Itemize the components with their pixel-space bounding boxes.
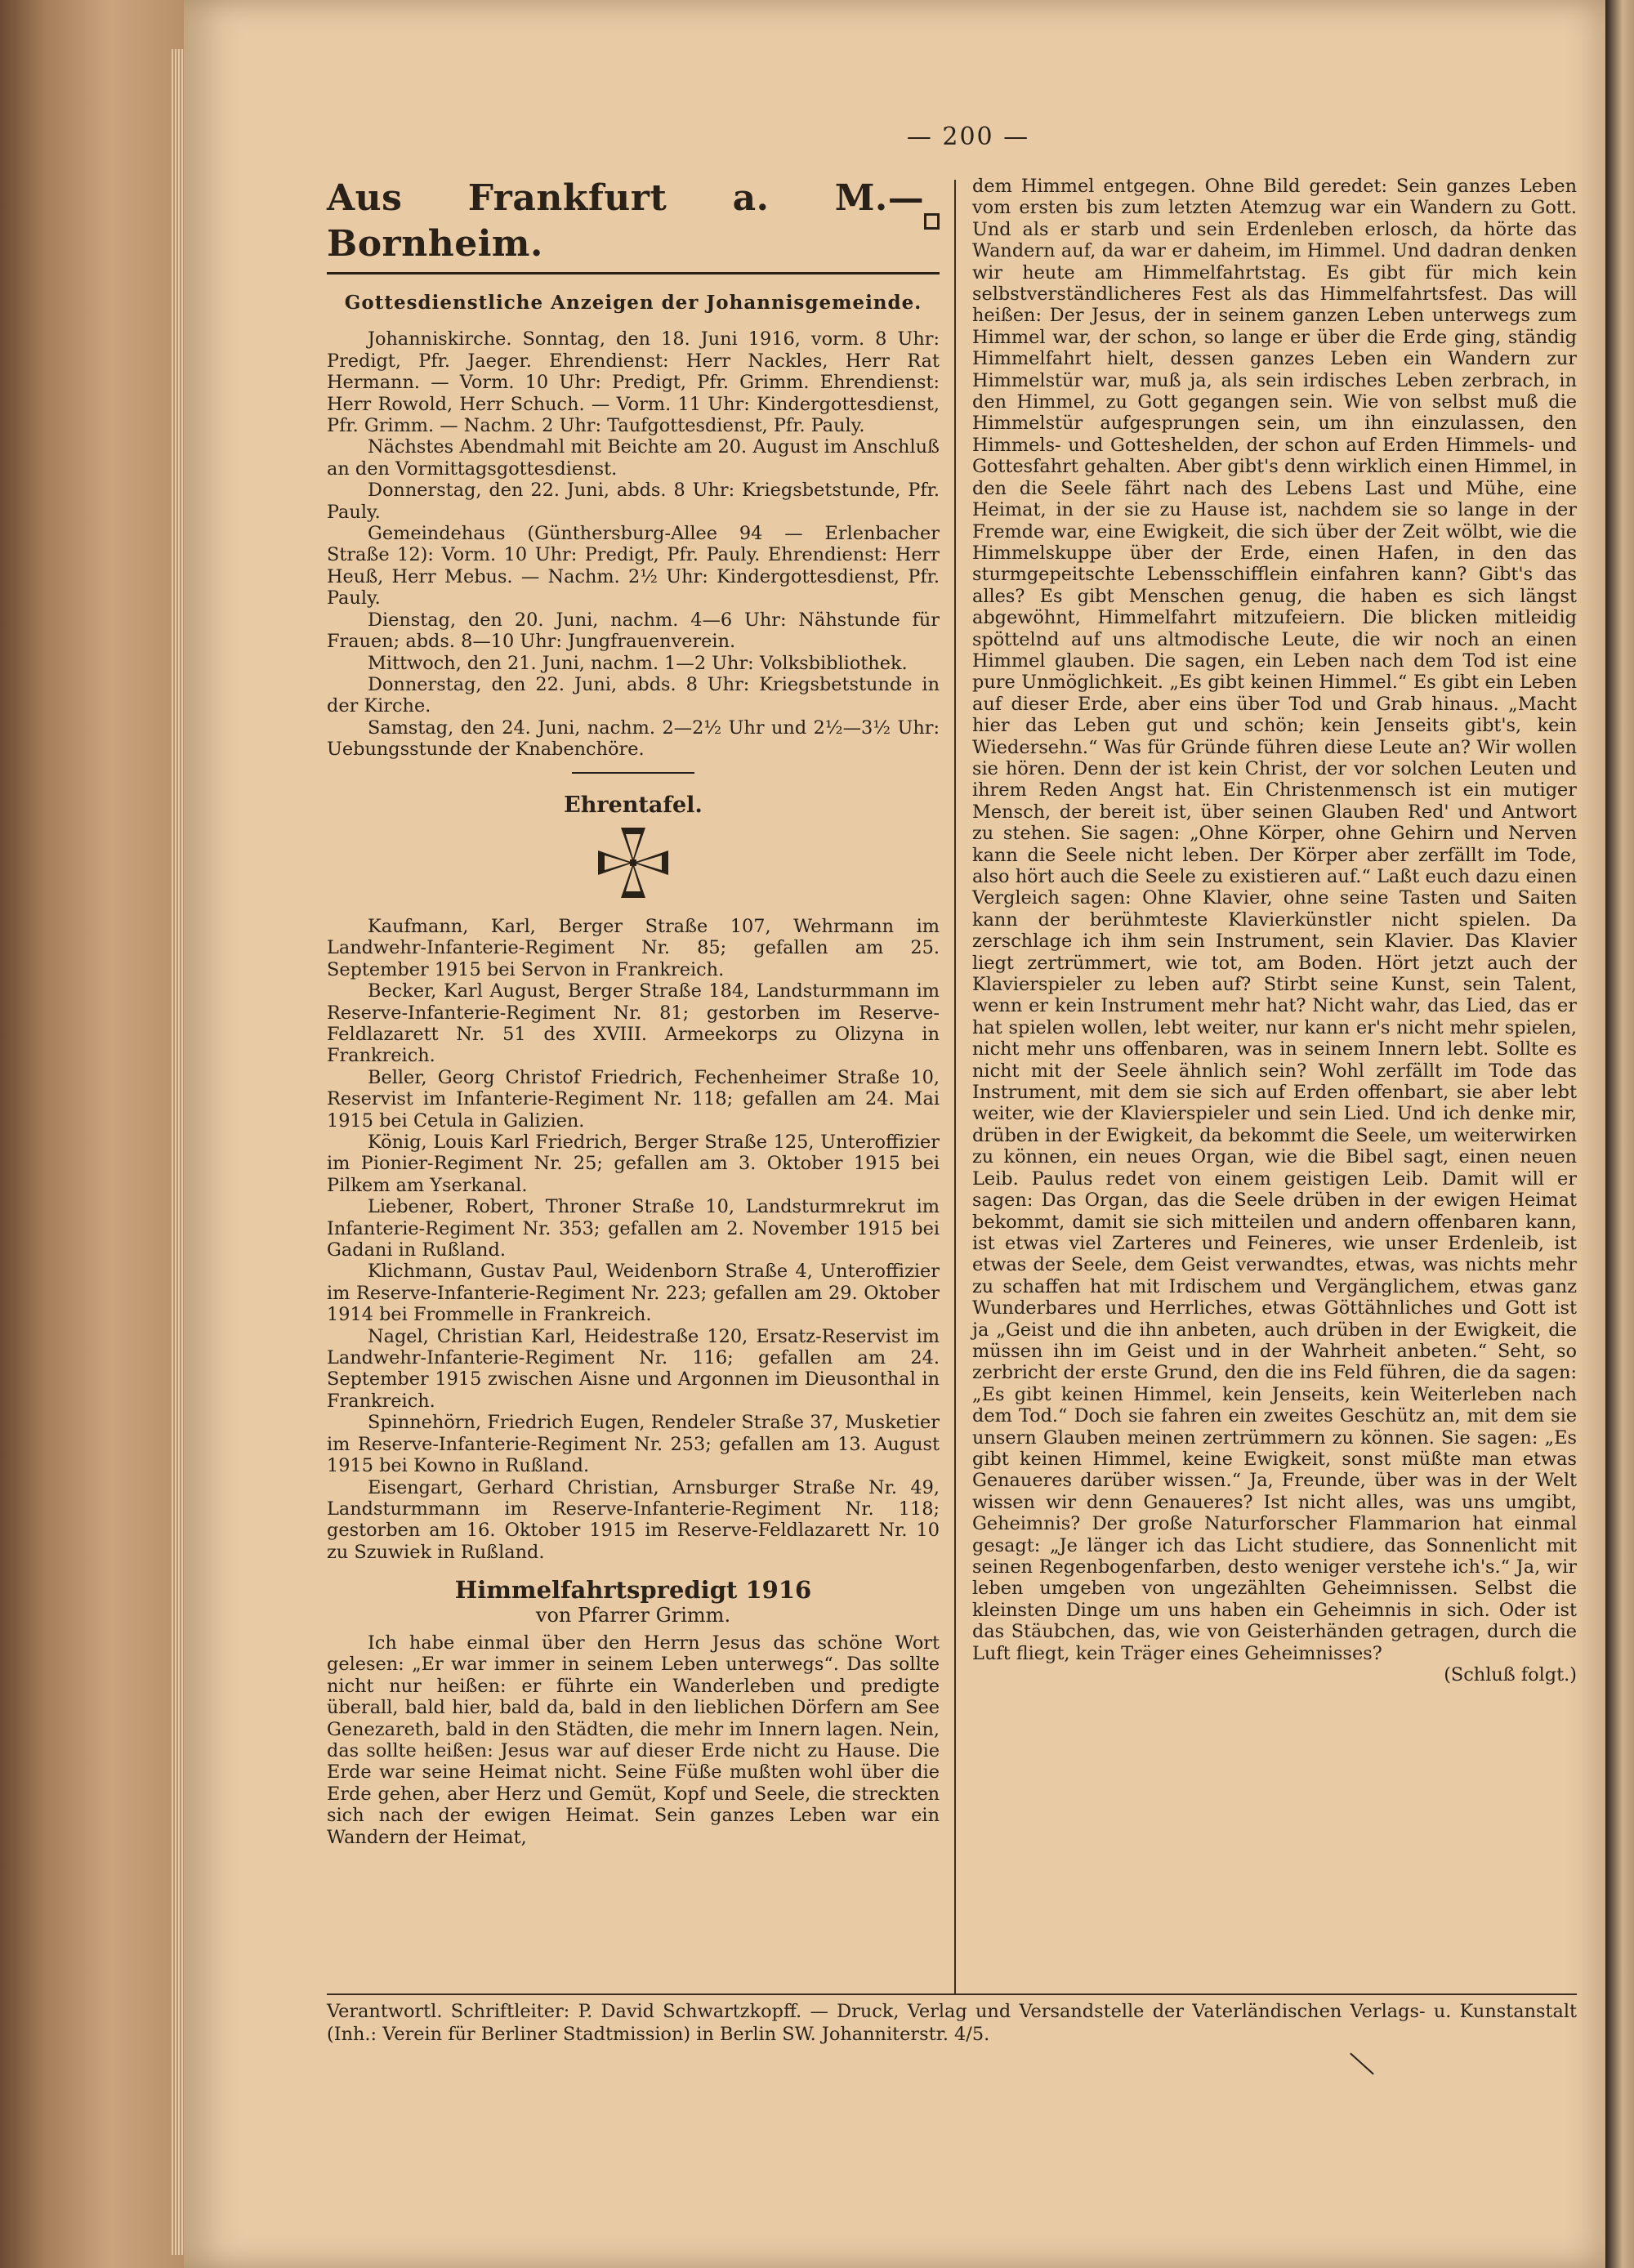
page-number: — 200 — — [906, 123, 1030, 151]
footer-rule — [327, 1993, 1577, 1995]
notice-heading: Gottesdienstliche Anzeigen der Johannisgemeinde. — [344, 292, 922, 314]
honor-entry: Beller, Georg Christof Friedrich, Fechenheimer Straße 10, Reservist im Infanterie-Regiment Nr. 118; gefallen am 24. Mai 1915 bei Cetula in Galizien. — [327, 1066, 940, 1132]
notice-paragraph: Donnerstag, den 22. Juni, abds. 8 Uhr: Kriegsbetstunde, Pfr. Pauly. — [327, 480, 940, 523]
iron-cross-icon — [596, 826, 670, 900]
section-title-text: Aus Frankfurt a. M.—Bornheim. — [327, 177, 925, 265]
notice-paragraph: Samstag, den 24. Juni, nachm. 2—2½ Uhr und 2½—3½ Uhr: Uebungsstunde der Knabenchöre. — [327, 717, 940, 761]
notice-paragraph: Donnerstag, den 22. Juni, abds. 8 Uhr: Kriegsbetstunde in der Kirche. — [327, 673, 940, 717]
honor-entry: König, Louis Karl Friedrich, Berger Straße 125, Unteroffizier im Pionier-Regiment Nr. 25; gefallen am 3. Oktober 1915 bei Pilkem am Yserkanal. — [327, 1132, 940, 1196]
notice-paragraph: Dienstag, den 20. Juni, nachm. 4—6 Uhr: Nähstunde für Frauen; abds. 8—10 Uhr: Jungfrauenverein. — [327, 609, 940, 653]
left-column — [327, 176, 940, 1848]
sermon-title: Himmelfahrtspredigt 1916 — [454, 1576, 812, 1605]
honor-entry: Klichmann, Gustav Paul, Weidenborn Straße 4, Unteroffizier im Reserve-Infanterie-Regiment Nr. 223; gefallen am 29. Oktober 1914 bei Frommelle in Frankreich. — [327, 1261, 940, 1326]
box-icon — [924, 213, 940, 230]
honor-entry: Liebener, Robert, Throner Straße 10, Landsturmrekrut im Infanterie-Regiment Nr. 353; gefallen am 2. November 1915 bei Gadani in Rußland. — [327, 1196, 940, 1261]
sermon-continuation: dem Himmel entgegen. Ohne Bild geredet: Sein ganzes Leben vom ersten bis zum letzten Atemzug war ein Wandern zu Gott. Und als er starb und sein Erdenleben erlosch, da hörte das Wandern auf, da war er daheim, im Himmel. Und dadran denken wir heute am Himmelfahrtstag. Es gibt für mich kein selbstverständlicheres Fest als das Himmelfahrtsfest. Das will heißen: Der Jesus, der in seinem ganzen Leben unterwegs zum Himmel war, der schon, so lange er über die Erde ging, ständig Himmelfahrt hielt, dessen ganzes Leben ein Wandern zur Himmelstür war, muß ja, als sein irdisches Leben zerbrach, in den Himmel, zu Gott gegangen sein. Wie von selbst muß die Himmelstür aufgesprungen sein, um ihn einzulassen, den Himmels- und Gotteshelden, der schon auf Erden Himmels- und Gottesfahrt gehalten. Aber gibt's denn wirklich einen Himmel, in den die Seele fährt nach des Lebens Last und Mühe, eine Heimat, in der sie zu Hause ist, nachdem sie so lange in der Fremde war, eine Ewigkeit, die sich über der Zeit wölbt, wie die Himmelskuppe über der Erde, einen Hafen, in den das sturmgepeitschte Lebensschifflein einfahren kann? Gibt's das alles? Es gibt Menschen genug, die haben es sich längst abgewöhnt, Himmelfahrt mitzufeiern. Die blicken mitleidig spöttelnd auf uns altmodische Leute, die wir noch an einen Himmel glauben. Die sagen, ein Leben nach dem Tod ist eine pure Unmöglichkeit. „Es gibt keinen Himmel.“ Es gibt ein Leben auf dieser Erde, aber eins über Tod und Grab hinaus. „Macht hier das Leben gut und schön; kein Jenseits gibt's, kein Wiedersehn.“ Was für Gründe führen diese Leute an? Wir wollen sie hören. Denn der ist kein Christ, der vor solchen Leuten und ihrem Reden Angst hat. Ein Christenmensch ist ein mutiger Mensch, der bereit ist, über seinen Glauben Red' und Antwort zu stehen. Sie sagen: „Ohne Körper, ohne Gehirn und Nerven kann die Seele nicht leben. Der Körper aber zerfällt im Tode, also hört auch die Seele zu existieren auf.“ Laßt euch dazu einen Vergleich sagen: Ohne Klavier, ohne seine Tasten und Saiten kann der berühmteste Klavierkünstler nicht spielen. Da zerschlage ich ihm sein Instrument, sein Klavier. Das Klavier liegt zertrümmert, wie tot, am Boden. Hört jetzt auch der Klavierspieler zu leben auf? Stirbt seine Kunst, sein Talent, wenn er kein Instrument mehr hat? Nicht wahr, das Lied, das er hat spielen wollen, lebt weiter, nur kann er's nicht mehr spielen, nicht mehr uns offenbaren, was in seinem Innern lebt. Sollte es nicht mit der Seele ähnlich sein? Wohl zerfällt im Tode das Instrument, mit dem sie sich auf Erden offenbart, sie aber lebt weiter, wie der Klavierspieler und sein Lied. Und ich denke mir, drüben in der Ewigkeit, da bekommt die Seele, um weiterwirken zu können, ein neues Organ, wie die Bibel sagt, einen neuen Leib. Paulus redet von einem geistigen Leib. Damit will er sagen: Das Organ, das die Seele drüben in der ewigen Heimat bekommt, damit sie sich mitteilen und andern offenbaren kann, ist etwas viel Zarteres und Feineres, wie unser Erdenleib, ist etwas der Seele, dem Geist verwandtes, etwas, was nichts mehr zu schaffen hat mit Irdischem und Vergänglichem, etwas ganz Wunderbares und Herrliches, etwas Göttähnliches und Gott ist ja „Geist und die ihn anbeten, auch drüben in der Ewigkeit, die müssen ihn im Geist und in der Wahrheit anbeten.“ Seht, so zerbricht der erste Grund, den die ins Feld führen, die da sagen: „Es gibt keinen Himmel, kein Jenseits, kein Weiterleben nach dem Tod.“ Doch sie fahren ein zweites Geschütz an, mit dem sie unsern Glauben meinen zertrümmern zu können. Sie sagen: „Es gibt keinen Himmel, keine Ewigkeit, sonst müßte man etwas Genaueres darüber wissen.“ Ja, Freunde, über was in der Welt wissen wir denn Genaueres? Ist nicht alles, was uns umgibt, Geheimnis? Der große Naturforscher Flammarion hat einmal gesagt: „Je länger ich das Licht studiere, das Sonnenlicht mit seinen Regenbogenfarben, desto weniger verstehe ich's.“ Ja, wir leben umgeben von ungezählten Geheimnissen. Selbst die kleinsten Dinge um uns haben ein Geheimnis in sich. Oder ist das Stäubchen, das, wie von Geisterhänden getragen, durch die Luft fliegt, kein Träger eines Geheimnisses? — [972, 176, 1577, 1664]
book-binding — [0, 0, 184, 2268]
right-column — [972, 176, 1577, 1685]
honor-entry: Becker, Karl August, Berger Straße 184, Landsturmmann im Reserve-Infanterie-Regiment Nr. 81; gestorben im Reserve-Feldlazarett Nr. 51 des XVIII. Armeekorps zu Olizyna in Frankreich. — [327, 980, 940, 1067]
divider — [572, 772, 694, 774]
notice-paragraph: Nächstes Abendmahl mit Beichte am 20. August im Anschluß an den Vormittagsgottesdienst. — [327, 436, 940, 480]
section-title — [327, 176, 940, 267]
continued-note: (Schluß folgt.) — [1444, 1664, 1577, 1686]
honor-entry: Kaufmann, Karl, Berger Straße 107, Wehrmann im Landwehr-Infanterie-Regiment Nr. 85; gefallen am 25. September 1915 bei Servon in Frankreich. — [327, 915, 940, 980]
notice-paragraph: Mittwoch, den 21. Juni, nachm. 1—2 Uhr: Volksbibliothek. — [368, 652, 908, 674]
title-rule — [327, 272, 940, 275]
notice-paragraph: Johanniskirche. Sonntag, den 18. Juni 1916, vorm. 8 Uhr: Predigt, Pfr. Jaeger. Ehrendienst: Herr Nackles, Herr Rat Hermann. — Vorm. 10 Uhr: Predigt, Pfr. Grimm. Ehrendienst: Herr Rowold, Herr Schuch. — Vorm. 11 Uhr: Kindergottesdienst, Pfr. Grimm. — Nachm. 2 Uhr: Taufgottesdienst, Pfr. Pauly. — [327, 328, 940, 437]
honor-heading: Ehrentafel. — [564, 792, 703, 818]
column-divider — [954, 180, 956, 1993]
notice-paragraph: Gemeindehaus (Günthersburg-Allee 94 — Erlenbacher Straße 12): Vorm. 10 Uhr: Predigt, Pfr. Pauly. Ehrendienst: Herr Heuß, Herr Mebus. — Nachm. 2½ Uhr: Kindergottesdienst, Pfr. Pauly. — [327, 523, 940, 609]
sermon-paragraph: Ich habe einmal über den Herrn Jesus das schöne Wort gelesen: „Er war immer in seinem Leben unterwegs“. Das sollte nicht nur heißen: er führte ein Wanderleben und predigte überall, bald hier, bald da, bald in den lieblichen Dörfern am See Genezareth, bald in den Städten, die mehr im Innern lagen. Nein, das sollte heißen: Jesus war auf dieser Erde nicht zu Hause. Die Erde war seine Heimat nicht. Seine Füße mußten wohl über die Erde gehen, aber Herz und Gemüt, Kopf und Seele, die streckten sich nach der ewigen Heimat. Sein ganzes Leben war ein Wandern der Heimat, — [327, 1632, 940, 1848]
next-page-edge — [1605, 0, 1634, 2268]
imprint-footer: Verantwortl. Schriftleiter: P. David Schwartzkopff. — Druck, Verlag und Versandstelle der Vaterländischen Verlags- u. Kunstanstalt (Inh.: Verein für Berliner Stadtmission) in Berlin SW. Johanniterstr. 4/5. — [327, 2001, 1577, 2045]
sermon-author: von Pfarrer Grimm. — [535, 1603, 731, 1627]
honor-entry: Spinnehörn, Friedrich Eugen, Rendeler Straße 37, Musketier im Reserve-Infanterie-Regiment Nr. 253; gefallen am 13. August 1915 bei Kowno in Rußland. — [327, 1412, 940, 1477]
iron-cross — [327, 826, 940, 900]
honor-entry: Nagel, Christian Karl, Heidestraße 120, Ersatz-Reservist im Landwehr-Infanterie-Regiment Nr. 116; gefallen am 24. September 1915 zwischen Aisne und Argonnen im Dieusonthal in Frankreich. — [327, 1325, 940, 1412]
honor-entry: Eisengart, Gerhard Christian, Arnsburger Straße Nr. 49, Landsturmmann im Reserve-Infanterie-Regiment Nr. 118; gestorben am 16. Oktober 1915 im Reserve-Feldlazarett Nr. 10 zu Szuwiek in Rußland. — [327, 1476, 940, 1563]
